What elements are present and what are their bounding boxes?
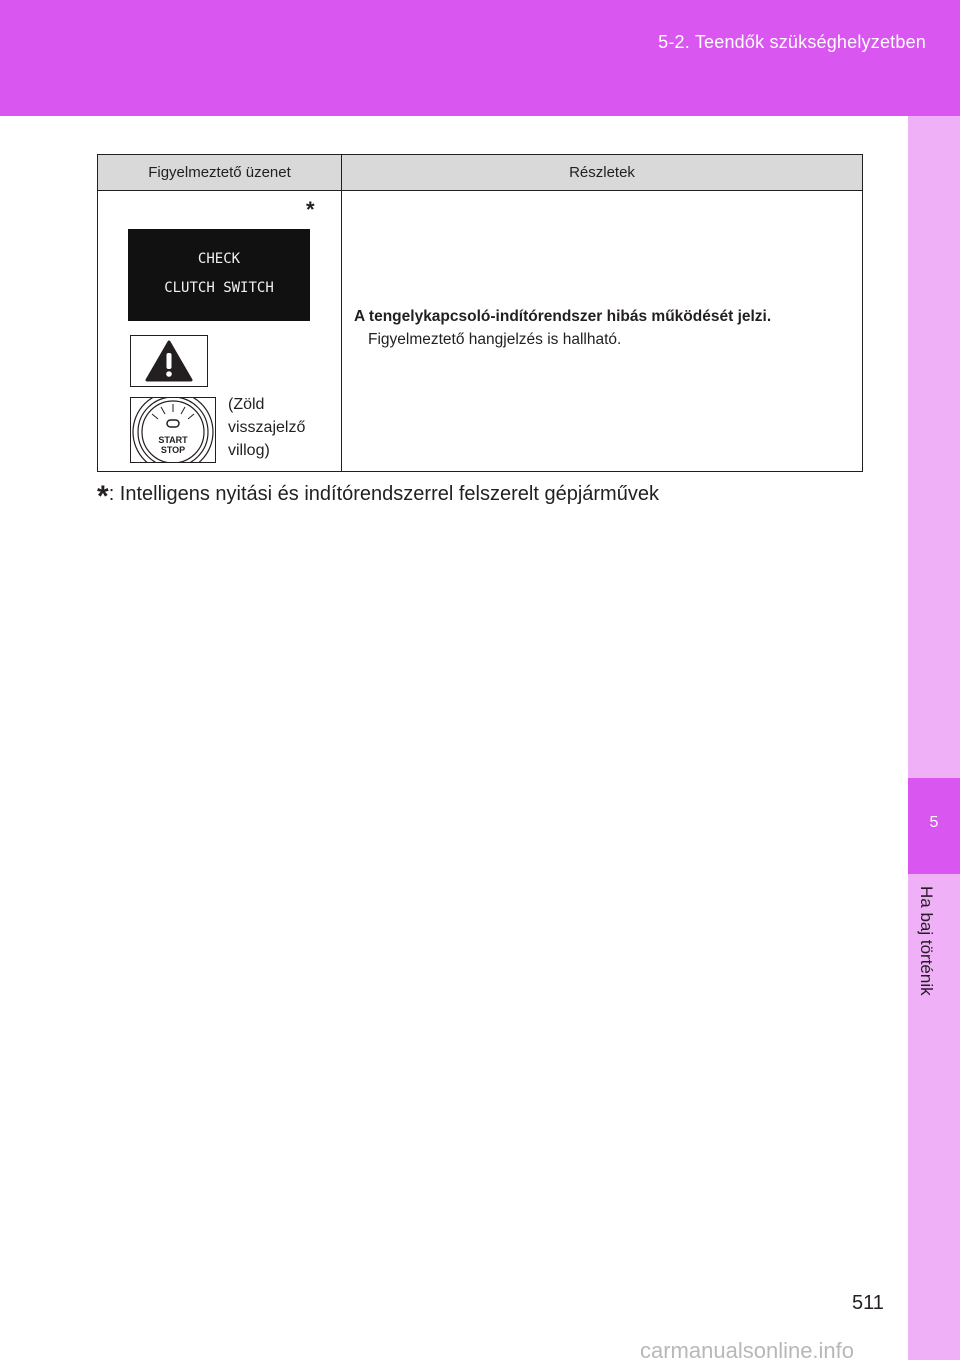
column-header-message: Figyelmeztető üzenet [98, 155, 342, 191]
footnote [97, 480, 659, 514]
chapter-number: 5 [929, 814, 939, 831]
display-line-2: CLUTCH SWITCH [164, 280, 274, 296]
start-stop-button-icon [131, 398, 215, 462]
indicator-note-line-1: (Zöld [228, 396, 265, 413]
footnote-text: : Intelligens nyitási és indítórendszerrel felszerelt gépjárművek [108, 483, 659, 505]
column-header-details: Részletek [342, 155, 863, 191]
multi-info-display [128, 229, 310, 321]
warning-table [97, 154, 863, 472]
side-strip [908, 116, 960, 1360]
page-number: 511 [852, 1292, 884, 1314]
footnote-asterisk: * [97, 480, 109, 513]
stop-label: STOP [160, 445, 186, 455]
table-row [98, 191, 863, 472]
indicator-note-line-2: visszajelző [228, 419, 306, 436]
details-sub-text: Figyelmeztető hangjelzés is hallható. [368, 331, 622, 348]
chapter-label-text: Ha baj történik [917, 886, 936, 996]
chapter-label [916, 886, 940, 1026]
watermark: carmanualsonline.info [640, 1338, 855, 1363]
indicator-note [228, 393, 338, 462]
asterisk-mark: * [306, 197, 315, 222]
message-cell [98, 191, 342, 472]
details-main-text: A tengelykapcsoló-indítórendszer hibás működését jelzi. [354, 308, 772, 325]
start-label: START [158, 435, 188, 445]
display-line-1: CHECK [197, 251, 241, 267]
warning-triangle-icon [145, 340, 193, 382]
section-title: 5-2. Teendők szükséghelyzetben [658, 32, 926, 52]
indicator-note-line-3: villog) [228, 442, 270, 459]
table-header-row [98, 155, 863, 191]
warning-light-box [130, 335, 208, 387]
chapter-tab [908, 778, 960, 874]
header-band [0, 0, 960, 116]
details-cell [342, 191, 863, 472]
start-button-box [130, 397, 216, 463]
